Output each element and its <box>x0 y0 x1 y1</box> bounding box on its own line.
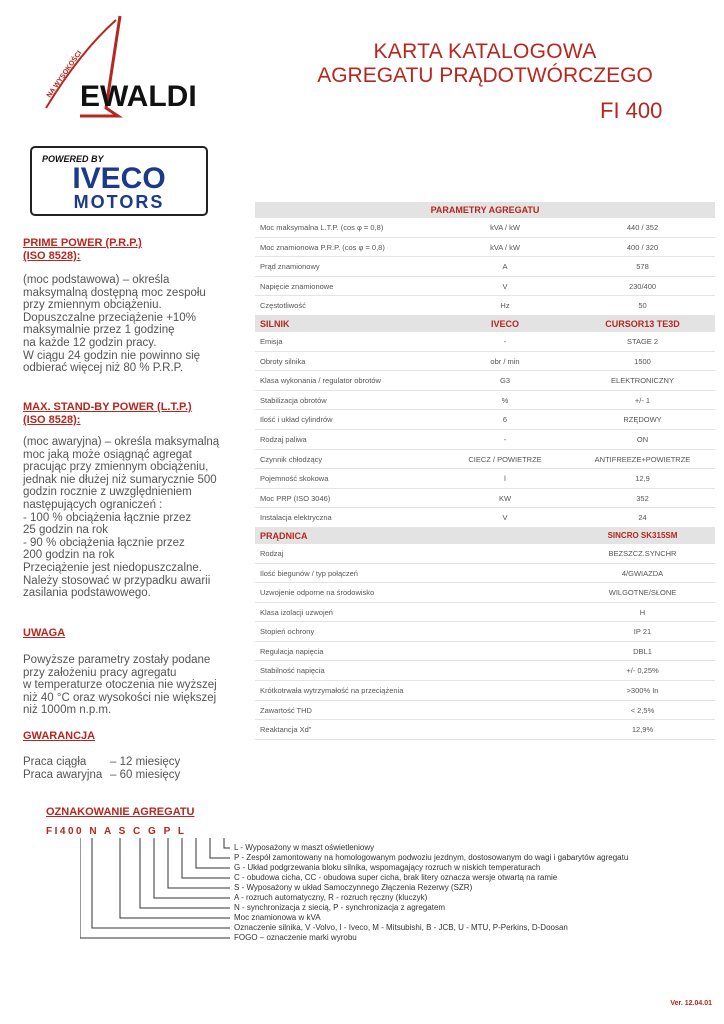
generator-row-cell-3: 230/400 <box>628 281 657 291</box>
marking-line: L - Wyposażony w maszt oświetleniowy <box>234 843 375 852</box>
engine-row-cell-3: ON <box>636 434 649 444</box>
engine-row <box>255 352 715 372</box>
badge-line2: IVECO <box>72 162 166 195</box>
engine-row-cell-3: ELEKTRONICZNY <box>611 376 674 386</box>
engine-row-cell-2: CIECZ / POWIETRZE <box>468 454 542 464</box>
generator-row <box>255 296 715 316</box>
engine-row-cell-1: Rodzaj paliwa <box>260 434 307 444</box>
engine-row-cell-1: Instalacja elektryczna <box>260 513 332 523</box>
alternator-row <box>255 681 715 701</box>
alternator-row <box>255 661 715 681</box>
engine-row-cell-2: % <box>501 395 509 405</box>
engine-row-cell-1: Stabilizacja obrotów <box>260 395 327 405</box>
badge-line1: POWERED BY <box>42 154 104 164</box>
version-label: Ver. 12.04.01 <box>670 1000 712 1007</box>
engine-row-cell-2: 6 <box>502 415 508 425</box>
generator-row-cell-2: A <box>502 262 508 272</box>
generator-row-cell-3: 400 / 320 <box>626 242 659 252</box>
prime-text: (moc podstawowa) – określa maksymalną dostępną moc zespołu przy zmiennym obciążeniu. Dopuszczalne przeciążenie +10% maksymalnie przez 1 godzinę na każde 12 godzin pracy. W ciągu 24 godzin nie powinno się odbierać więcej niż 80 % P.R.P. <box>23 274 206 375</box>
engine-row-cell-1: Ilość i układ cylindrów <box>260 415 333 425</box>
marking-title: OZNAKOWANIE AGREGATU <box>46 806 195 818</box>
marking-line: C - obudowa cicha, CC - obudowa super cicha, brak litery oznacza wersje otwartą na ramie <box>234 873 558 882</box>
engine-head-label: SILNIK <box>260 318 290 329</box>
alternator-row-cell-1: Ilość biegunów / typ połączeń <box>260 568 358 578</box>
generator-row-cell-3: 50 <box>638 301 647 311</box>
engine-row-cell-1: Emisja <box>260 336 283 346</box>
alternator-row-cell-3: WILGOTNE/SŁONE <box>608 588 677 598</box>
engine-row-cell-1: Pojemność skokowa <box>260 474 329 484</box>
generator-row-cell-2: kVA / kW <box>490 242 520 252</box>
engine-row <box>255 391 715 411</box>
generator-row-cell-2: V <box>502 281 508 291</box>
iveco-badge <box>30 146 208 216</box>
alternator-row-cell-3: 4/GWIAZDA <box>621 568 664 578</box>
engine-row-cell-3: 352 <box>636 493 649 503</box>
alternator-row-cell-1: Stopień ochrony <box>260 627 315 637</box>
warning-text: Powyższe parametry zostały podane przy założeniu pracy agregatu w temperaturze otoczenia nie wyższej niż 40 °C oraz wysokości nie większej niż 1000m n.p.m. <box>23 654 217 717</box>
alternator-row <box>255 720 715 740</box>
logo-tagline: NA WYSOKOŚCI <box>45 49 84 100</box>
engine-row-cell-3: STAGE 2 <box>626 336 659 346</box>
engine-row-cell-2: - <box>503 336 507 346</box>
engine-row-cell-2: l <box>504 474 506 484</box>
logo-brand: EWALDI <box>80 80 197 113</box>
generator-row <box>255 277 715 297</box>
generator-row-cell-3: 440 / 352 <box>626 223 659 232</box>
warning-heading: UWAGA <box>23 627 66 639</box>
engine-row <box>255 489 715 509</box>
generator-row-cell-2: kVA / kW <box>490 223 520 232</box>
engine-row-cell-3: ANTIFREEZE+POWIETRZE <box>594 454 691 464</box>
generator-row <box>255 257 715 277</box>
marking-line: A - rozruch automatyczny, R - rozruch ręczny (kluczyk) <box>234 893 428 902</box>
engine-row-cell-1: Moc PRP (ISO 3046) <box>260 493 331 503</box>
alternator-row-cell-3: >300% In <box>626 686 659 696</box>
section-alternator-header <box>255 528 715 544</box>
engine-row-cell-3: 1500 <box>634 356 651 366</box>
engine-row <box>255 410 715 430</box>
engine-row <box>255 508 715 528</box>
marking-line: G - Układ podgrzewania bloku silnika, wspomagający rozruch w niskich temperaturach <box>234 863 541 872</box>
page-title-line1: KARTA KATALOGOWA <box>373 40 597 63</box>
prime-heading: PRIME POWER (P.R.P.) (ISO 8528): <box>23 237 142 262</box>
engine-row-cell-2: - <box>503 434 507 444</box>
standby-text: (moc awaryjna) – określa maksymalną moc jaką może osiągnąć agregat pracując przy zmiennym obciążeniu, jednak nie dłużej niż sumarycznie 500 godzin rocznie z uwzględnieniem następujących ograniczeń : - 100 % obciążenia łącznie przez 25 godzin na rok - 90 % obciążenia łącznie przez 200 godzin na rok Przeciążenie jest niedopuszczalne. Należy stosować w przypadku awarii zasilania podstawowego. <box>23 436 220 600</box>
generator-row-cell-1: Moc znamionowa P.R.P. (cos φ = 0,8) <box>260 242 385 252</box>
badge-line3: MOTORS <box>73 192 165 212</box>
alternator-row <box>255 583 715 603</box>
alternator-row <box>255 603 715 623</box>
alternator-row <box>255 701 715 721</box>
warranty-row1-value: – 12 miesięcy <box>110 756 181 768</box>
engine-row <box>255 371 715 391</box>
marking-line: P - Zespół zamontowany na homologowanym podwoziu jezdnym, dostosowanym do wagi i gabarytów agregatu <box>234 853 629 862</box>
section-engine-header <box>255 316 715 332</box>
engine-row-cell-3: RZĘDOWY <box>623 415 662 425</box>
alternator-row-cell-1: Zawartość THD <box>260 705 312 715</box>
alternator-row-cell-1: Regulacja napięcia <box>260 646 324 656</box>
alternator-row-cell-1: Krótkotrwała wytrzymałość na przeciążenia <box>260 686 404 696</box>
alternator-row-cell-3: BEZSZCZ.SYNCHR <box>608 548 677 558</box>
warranty-row2-label: Praca awaryjna <box>23 769 103 781</box>
engine-row-cell-3: 12,9 <box>635 474 650 484</box>
page-title-line2: AGREGATU PRĄDOTWÓRCZEGO <box>317 64 653 87</box>
generator-row-cell-1: Moc maksymalna L.T.P. (cos φ = 0,8) <box>260 223 384 232</box>
alternator-row <box>255 642 715 662</box>
generator-row-cell-3: 578 <box>636 262 649 272</box>
engine-head-brand: IVECO <box>490 318 519 329</box>
engine-head-model: CURSOR13 TE3D <box>605 318 680 329</box>
warranty-heading: GWARANCJA <box>23 730 96 742</box>
engine-row-cell-3: +/- 1 <box>634 395 651 405</box>
generator-row-cell-1: Częstotliwość <box>260 301 306 311</box>
alternator-row-cell-1: Klasa izolacji uzwojeń <box>260 607 333 617</box>
parameters-table <box>255 202 715 740</box>
engine-row-cell-2: KW <box>498 493 512 503</box>
warranty-row1-label: Praca ciągła <box>23 756 87 768</box>
alternator-row-cell-3: H <box>639 607 646 617</box>
engine-row-cell-2: V <box>502 513 508 523</box>
engine-row-cell-1: Klasa wykonania / regulator obrotów <box>260 376 381 386</box>
alt-head-model: SINCRO SK315SM <box>607 530 678 540</box>
generator-row <box>255 218 715 238</box>
marking-line: S - Wyposażony w układ Samoczynnego Złączenia Rezerwy (SZR) <box>234 883 473 892</box>
engine-row-cell-3: 24 <box>638 513 647 523</box>
engine-row-cell-1: Obroty silnika <box>260 356 306 366</box>
marking-line: Moc znamionowa w kVA <box>234 913 321 922</box>
alternator-row-cell-1: Reaktancja Xd" <box>260 725 312 735</box>
engine-row <box>255 430 715 450</box>
alternator-row-cell-1: Rodzaj <box>260 548 284 558</box>
warranty-row2-value: – 60 miesięcy <box>110 769 181 781</box>
alternator-row-cell-3: < 2,5% <box>630 705 655 715</box>
marking-line: N - synchronizacja z siecią, P - synchronizacja z agregatem <box>234 903 446 912</box>
standby-heading: MAX. STAND-BY POWER (L.T.P.) (ISO 8528): <box>23 401 192 426</box>
marking-code: FI400 N A S C G P L <box>46 826 187 837</box>
alternator-row <box>255 544 715 564</box>
engine-row-cell-2: obr / min <box>490 356 520 366</box>
section-generator-header: PARAMETRY AGREGATU <box>255 202 715 218</box>
alternator-row <box>255 622 715 642</box>
generator-row-cell-1: Prąd znamionowy <box>260 262 320 272</box>
alt-head-label: PRĄDNICA <box>260 530 308 541</box>
ewaldi-logo <box>20 12 200 128</box>
alternator-row-cell-1: Stabilność napięcia <box>260 666 325 676</box>
alternator-row <box>255 564 715 584</box>
engine-row-cell-1: Czynnik chłodzący <box>260 454 323 464</box>
generator-row-cell-2: Hz <box>500 301 510 311</box>
generator-row <box>255 238 715 258</box>
model-name: FI 400 <box>600 98 663 123</box>
alternator-row-cell-1: Uzwojenie odporne na środowisko <box>260 588 375 598</box>
engine-row <box>255 469 715 489</box>
engine-row <box>255 450 715 470</box>
alternator-row-cell-3: +/- 0,25% <box>626 666 659 676</box>
alternator-row-cell-3: IP 21 <box>633 627 652 637</box>
alternator-row-cell-3: 12,9% <box>631 725 654 735</box>
marking-line: Oznaczenie silnika, V -Volvo, I - Iveco, M - Mitsubishi, B - JCB, U - MTU, P-Perkins, D-Doosan <box>234 923 568 932</box>
marking-line: FOGO – oznaczenie marki wyrobu <box>234 933 357 942</box>
engine-row-cell-2: G3 <box>499 376 510 386</box>
marking-connector-lines <box>80 838 240 958</box>
generator-row-cell-1: Napięcie znamionowe <box>260 281 334 291</box>
alternator-row-cell-3: DBL1 <box>633 646 652 656</box>
engine-row <box>255 332 715 352</box>
